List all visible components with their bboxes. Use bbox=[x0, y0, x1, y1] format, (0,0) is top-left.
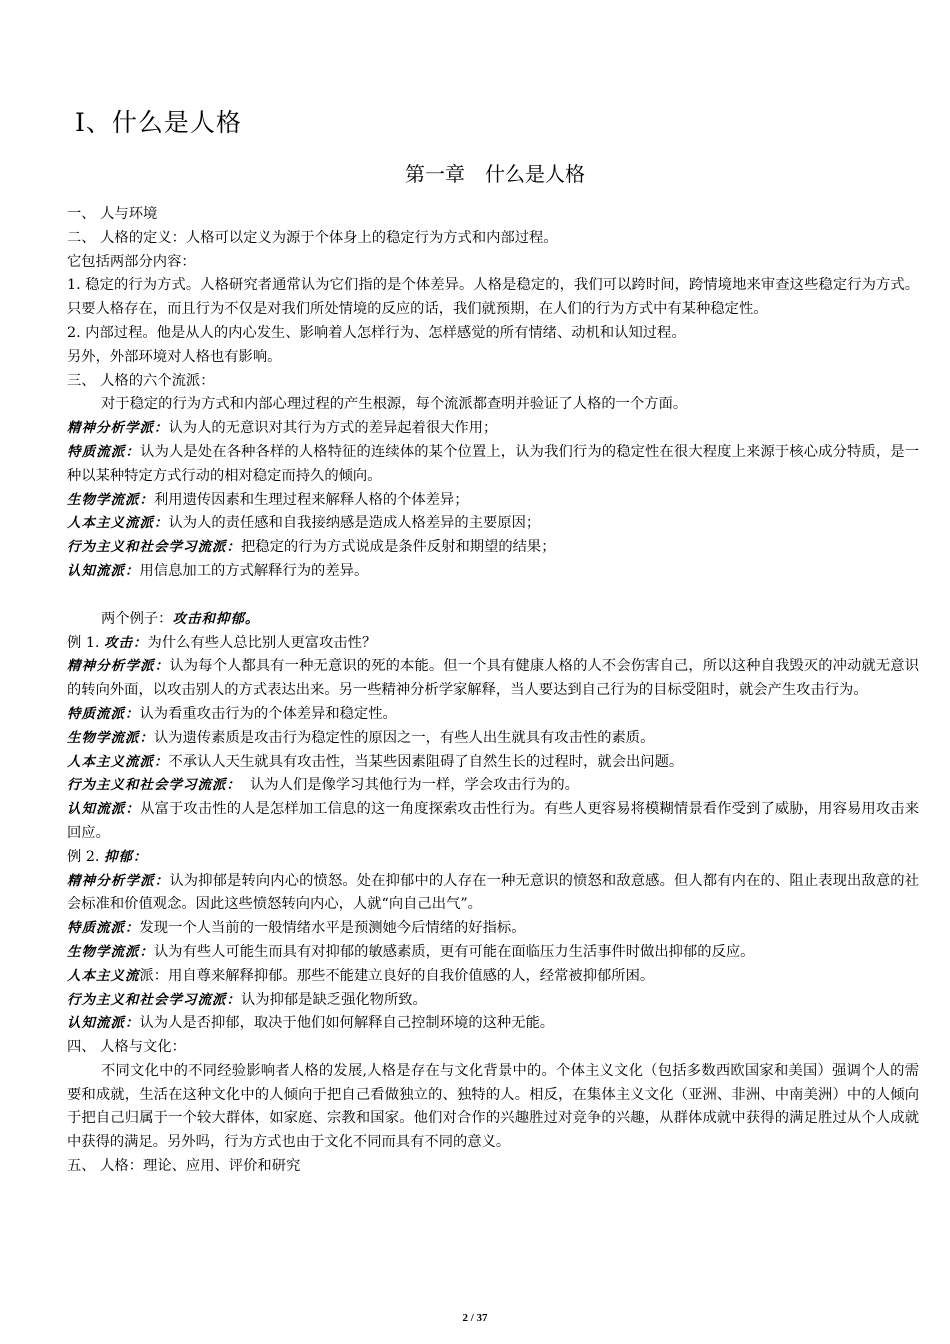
example-entry bbox=[67, 727, 919, 751]
school-entry bbox=[67, 512, 919, 536]
school-text: 认为人是否抑郁，取决于他们如何解释自己控制环境的这种无能。 bbox=[139, 1015, 555, 1032]
school-text: 认为抑郁是转向内心的愤怒。处在抑郁中的人存在一种无意识的愤怒和敌意感。但人都有内在的、阻止表现出敌意的社会标准和价值观念。因此这些愤怒转向内心，人就“向自己出气”。 bbox=[67, 872, 920, 913]
paragraph-item-2: 2. 内部过程。他是从人的内心发生、影响着人怎样行为、怎样感觉的所有情绪、动机和认知过程。 bbox=[67, 324, 686, 341]
school-label: 精神分析学派： bbox=[67, 658, 170, 675]
example-prefix: 例 1. bbox=[67, 634, 105, 651]
school-label: 特质流派： bbox=[67, 443, 141, 460]
school-label: 特质流派： bbox=[67, 705, 140, 722]
school-entry bbox=[67, 441, 919, 489]
examples-intro-bold: 攻击和抑郁。 bbox=[172, 610, 260, 627]
paragraph-item-1: 1. 稳定的行为方式。人格研究者通常认为它们指的是个体差异。人格是稳定的，我们可以跨时间，跨情境地来审查这些稳定行为方式。只要人格存在，而且行为不仅是对我们所处情境的反应的话，我们就预期，在人们的行为方式中有某种稳定性。 bbox=[67, 277, 919, 318]
chapter-title: 第一章 什么是人格 bbox=[405, 162, 585, 186]
paragraph: 另外，外部环境对人格也有影响。 bbox=[67, 348, 282, 365]
example-entry bbox=[67, 965, 919, 989]
school-label: 行为主义和社会学习流派： bbox=[67, 539, 241, 556]
heading-4: 四、 人格与文化： bbox=[67, 1039, 186, 1056]
paragraph: 它包括两部分内容： bbox=[67, 253, 196, 270]
school-text: 派：用自尊来解释抑郁。那些不能建立良好的自我价值感的人，经常被抑郁所困。 bbox=[139, 967, 655, 984]
document-body bbox=[67, 203, 919, 1179]
paragraph-culture: 不同文化中的不同经验影响者人格的发展,人格是存在与文化背景中的。个体主义文化（包括多数西欧国家和美国）强调个人的需要和成就，生活在这种文化中的人倾向于把自己看做独立的、独特的人。相反，在集体主义文化（亚洲、非洲、中南美洲）中的人倾向于把自己归属于一个较大群体，如家庭、宗教和国家。他们对合作的兴趣胜过对竞争的兴趣，从群体成就中获得的满足胜过从个人成就中获得的满足。另外吗，行为方式也由于文化不同而具有不同的意义。 bbox=[67, 1062, 919, 1151]
school-text: 认为看重攻击行为的个体差异和稳定性。 bbox=[139, 705, 397, 722]
paragraph: 对于稳定的行为方式和内部心理过程的产生根源，每个流派都查明并验证了人格的一个方面。 bbox=[101, 396, 688, 413]
school-text: 认为人是处在各种各样的人格特征的连续体的某个位置上，认为我们行为的稳定性在很大程度上来源于核心成分特质，是一种以某种特定方式行动的相对稳定而持久的倾向。 bbox=[67, 443, 920, 484]
school-entry bbox=[67, 560, 919, 584]
school-label: 行为主义和社会学习流派： bbox=[67, 777, 241, 794]
example-entry bbox=[67, 703, 919, 727]
example-topic: 攻击： bbox=[104, 634, 148, 651]
example-entry bbox=[67, 751, 919, 775]
example-entry bbox=[67, 917, 919, 941]
example-2-heading bbox=[67, 846, 919, 870]
school-text: 从富于攻击性的人是怎样加工信息的这一角度探索攻击性行为。有些人更容易将模糊情景看作受到了威胁，用容易用攻击来回应。 bbox=[67, 801, 920, 841]
heading-5: 五、 人格：理论、应用、评价和研究 bbox=[67, 1158, 301, 1175]
school-text: 不承认人天生就具有攻击性，当某些因素阻碍了自然生长的过程时，就会出问题。 bbox=[168, 753, 684, 770]
school-entry bbox=[67, 417, 919, 441]
example-prefix: 例 2. bbox=[67, 848, 105, 865]
heading-3: 三、 人格的六个流派： bbox=[67, 372, 215, 389]
school-text: 认为抑郁是缺乏强化物所致。 bbox=[241, 991, 427, 1008]
heading-1: 一、 人与环境 bbox=[67, 206, 158, 222]
example-1-heading bbox=[67, 632, 919, 656]
school-label: 生物学流派： bbox=[67, 943, 154, 960]
school-label: 精神分析学派： bbox=[67, 420, 169, 437]
school-text: 认为每个人都具有一种无意识的死的本能。但一个具有健康人格的人不会伤害自己，所以这种自我毁灭的冲动就无意识的转向外面，以攻击别人的方式表达出来。另一些精神分析学家解释，当人要达到自己行为的目标受阻时，就会产生攻击行为。 bbox=[67, 658, 920, 699]
example-entry bbox=[67, 798, 919, 846]
school-entry bbox=[67, 536, 919, 560]
school-label: 人本主义流派： bbox=[67, 753, 169, 770]
school-label: 行为主义和社会学习流派： bbox=[67, 991, 241, 1008]
school-entry bbox=[67, 489, 919, 513]
school-text: 认为人们是像学习其他行为一样，学会攻击行为的。 bbox=[241, 777, 579, 794]
examples-intro bbox=[67, 608, 919, 632]
examples-intro-text: 两个例子： bbox=[101, 610, 173, 627]
school-text: 用信息加工的方式解释行为的差异。 bbox=[139, 562, 369, 579]
school-label: 精神分析学派： bbox=[67, 872, 170, 889]
school-label: 认知流派： bbox=[67, 801, 141, 818]
school-label: 人本主义流派： bbox=[67, 515, 169, 532]
school-text: 利用遗传因素和生理过程来解释人格的个体差异； bbox=[154, 491, 469, 508]
page-number: 2 / 37 bbox=[462, 1312, 488, 1324]
school-label: 认知流派： bbox=[67, 562, 140, 579]
school-text: 发现一个人当前的一般情绪水平是预测她今后情绪的好指标。 bbox=[139, 920, 526, 937]
spacer bbox=[67, 584, 919, 608]
school-label: 人本主义流 bbox=[67, 967, 140, 984]
school-label: 生物学流派： bbox=[67, 491, 154, 508]
school-text: 把稳定的行为方式说成是条件反射和期望的结果； bbox=[241, 539, 556, 556]
example-entry bbox=[67, 655, 919, 703]
school-label: 特质流派： bbox=[67, 920, 140, 937]
example-entry bbox=[67, 989, 919, 1013]
school-label: 生物学流派： bbox=[67, 729, 154, 746]
example-question: 为什么有些人总比别人更富攻击性？ bbox=[147, 634, 377, 651]
example-entry bbox=[67, 774, 919, 798]
heading-2: 二、 人格的定义：人格可以定义为源于个体身上的稳定行为方式和内部过程。 bbox=[67, 229, 558, 246]
school-label: 认知流派： bbox=[67, 1015, 140, 1032]
section-header: Ⅰ、什么是人格 bbox=[75, 108, 242, 137]
example-entry bbox=[67, 870, 919, 918]
example-entry bbox=[67, 1012, 919, 1036]
school-text: 认为人的责任感和自我接纳感是造成人格差异的主要原因； bbox=[168, 515, 541, 532]
school-text: 认为人的无意识对其行为方式的差异起着很大作用； bbox=[168, 420, 498, 437]
example-topic: 抑郁： bbox=[104, 848, 148, 865]
school-text: 认为遗传素质是攻击行为稳定性的原因之一，有些人出生就具有攻击性的素质。 bbox=[154, 729, 655, 746]
school-text: 认为有些人可能生而具有对抑郁的敏感素质，更有可能在面临压力生活事件时做出抑郁的反应。 bbox=[154, 943, 755, 960]
example-entry bbox=[67, 941, 919, 965]
